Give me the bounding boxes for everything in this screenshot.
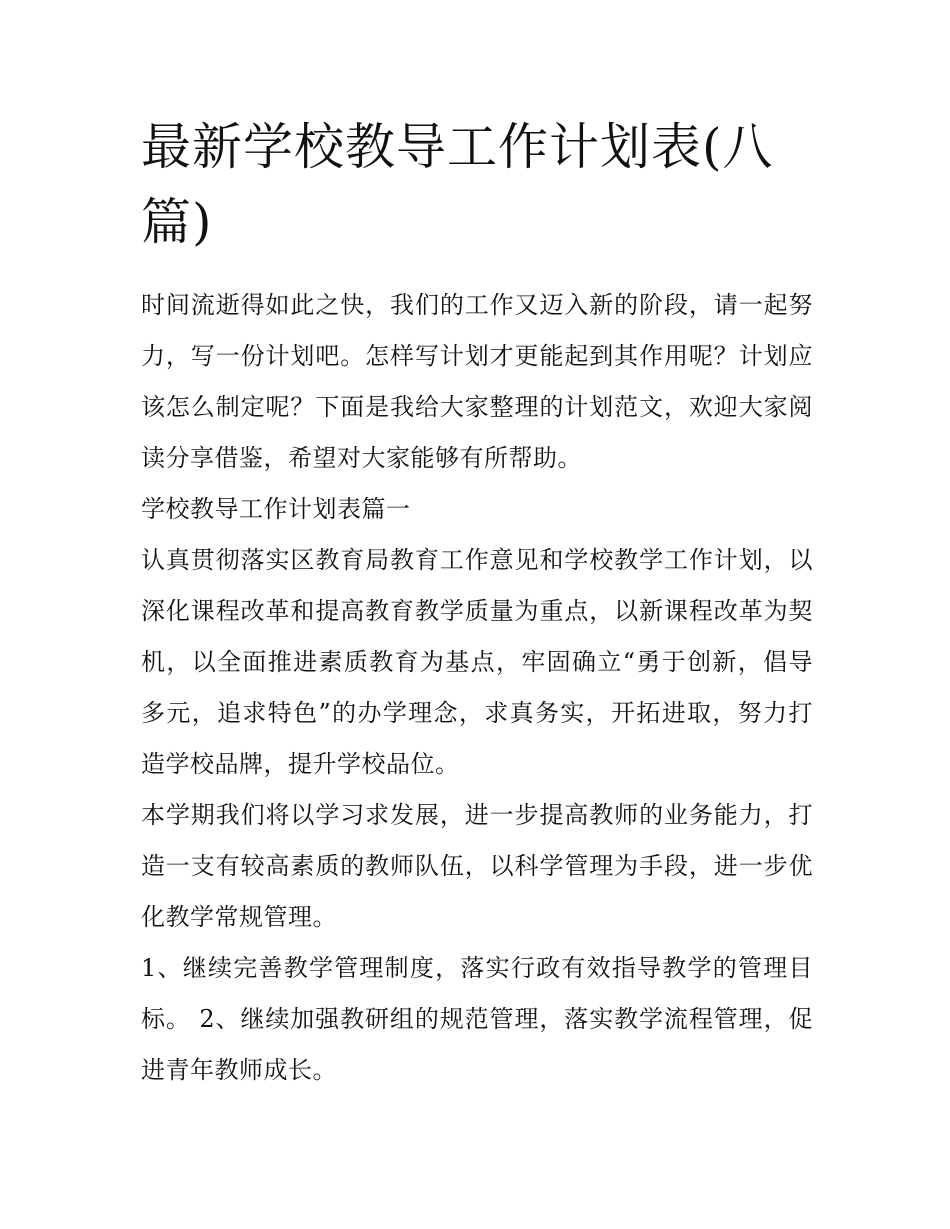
document-page xyxy=(141,110,813,1096)
body-paragraph-1: 认真贯彻落实区教育局教育工作意见和学校教学工作计划，以深化课程改革和提高教育教学质量为重点，以新课程改革为契机，以全面推进素质教育为基点，牢固确立“勇于创新，倡导多元，追求特色”的办学理念，求真务实，开拓进取，努力打造学校品牌，提升学校品位。 xyxy=(141,546,813,778)
body-paragraph-3: 1、继续完善教学管理制度，落实行政有效指导教学的管理目标。 2、继续加强教研组的规范管理，落实教学流程管理，促进青年教师成长。 xyxy=(141,954,813,1084)
body-paragraph-2: 本学期我们将以学习求发展，进一步提高教师的业务能力，打造一支有较高素质的教师队伍，以科学管理为手段，进一步优化教学常规管理。 xyxy=(141,801,813,931)
document-title: 最新学校教导工作计划表(八篇) xyxy=(141,118,774,251)
section-heading: 学校教导工作计划表篇一 xyxy=(141,495,411,523)
intro-paragraph: 时间流逝得如此之快，我们的工作又迈入新的阶段，请一起努力，写一份计划吧。怎样写计划才更能起到其作用呢？计划应该怎么制定呢？下面是我给大家整理的计划范文，欢迎大家阅读分享借鉴，希望对大家能够有所帮助。 xyxy=(141,291,813,472)
